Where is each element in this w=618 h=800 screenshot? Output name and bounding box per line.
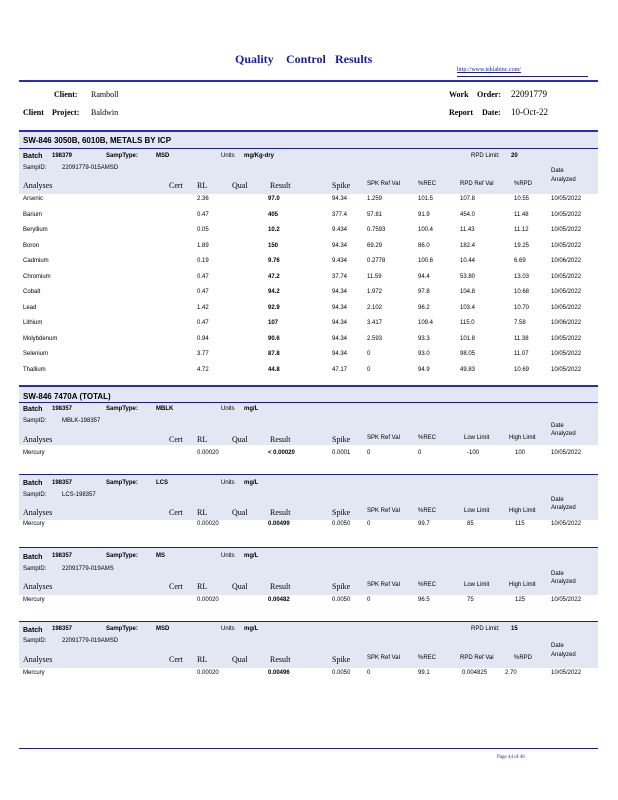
sampid-value: MBLK-198357 [62, 418, 101, 424]
batch-value: 198357 [52, 553, 73, 559]
units-value: mg/L [244, 626, 259, 632]
rpd-limit-value: 20 [511, 153, 518, 159]
date-label: Date [551, 571, 564, 577]
col-cert: Cert [169, 582, 183, 591]
col-rec: %REC [418, 435, 437, 441]
footer-rule [19, 748, 598, 749]
analyte: Mercury [23, 597, 45, 603]
col-result: Result [270, 181, 291, 190]
analyte: Thallium [23, 367, 46, 373]
spk-ref-val: 69.29 [367, 243, 383, 249]
col-qual: Qual [232, 655, 248, 664]
result: 92.9 [268, 305, 280, 311]
rl: 0.94 [197, 336, 209, 342]
batch-value: 198357 [52, 406, 73, 412]
spk-ref-val: 1.972 [367, 289, 383, 295]
spk-ref-val: 2.102 [367, 305, 383, 311]
analyte: Beryllium [23, 227, 48, 233]
analyzed-label: Analyzed [551, 177, 576, 183]
result: 0.00482 [268, 597, 290, 603]
spk-ref-val: 0 [367, 597, 371, 603]
rpd-ref-val: 98.05 [460, 351, 476, 357]
table-row [0, 336, 618, 348]
rpd: 2.70 [505, 670, 517, 676]
sampid-value: 22091779-019AMS [62, 566, 114, 572]
rpd-ref-val: 0.004825 [462, 670, 488, 676]
samptype-value: MS [156, 553, 165, 559]
rl: 4.72 [197, 367, 209, 373]
date-analyzed: 10/05/2022 [551, 336, 582, 342]
spike: 9.434 [332, 227, 348, 233]
rpd-ref-val: 53.80 [460, 274, 476, 280]
rec: 93.0 [418, 351, 430, 357]
spike: 94.34 [332, 243, 348, 249]
rec: 101.5 [418, 196, 434, 202]
samptype-label: SampType: [106, 626, 138, 632]
analyte: Mercury [23, 450, 45, 456]
rpd: 7.58 [514, 320, 526, 326]
col-spk-ref-val: SPK Ref Val [367, 582, 400, 588]
col-rpd-ref-val: RPD Ref Val [460, 181, 494, 187]
col-rl: RL [197, 435, 208, 444]
rl: 0.00020 [197, 597, 219, 603]
rl: 1.89 [197, 243, 209, 249]
table-row [0, 351, 618, 363]
date-analyzed: 10/05/2022 [551, 212, 582, 218]
rpd-ref-val: 115.0 [460, 320, 475, 326]
date-analyzed: 10/05/2022 [551, 274, 582, 280]
table-row [0, 450, 618, 462]
analyte: Lithium [23, 320, 43, 326]
rpd-ref-val: 107.8 [460, 196, 476, 202]
units-label: Units [221, 153, 235, 159]
spk-ref-val: 0 [367, 367, 371, 373]
units-value: mg/L [244, 406, 259, 412]
units-label: Units [221, 626, 235, 632]
analyte: Molybdenum [23, 336, 58, 342]
rl: 3.77 [197, 351, 209, 357]
result: 0.00496 [268, 670, 290, 676]
rec: 96.2 [418, 305, 430, 311]
date-analyzed: 10/06/2022 [551, 320, 582, 326]
spike: 94.34 [332, 196, 348, 202]
analyte: Barium [23, 212, 43, 218]
col-rec: %REC [418, 582, 437, 588]
report-date-value: 10-Oct-22 [511, 107, 548, 117]
col-spike: Spike [332, 181, 351, 190]
rpd-ref-val: 104.8 [460, 289, 476, 295]
spk-ref-val: 0 [367, 351, 371, 357]
col-spike: Spike [332, 508, 351, 517]
spk-ref-val: 3.417 [367, 320, 383, 326]
report-date-label-1: Report [449, 108, 473, 117]
samptype-value: LCS [156, 480, 168, 486]
analyte: Chromium [23, 274, 51, 280]
col-spike: Spike [332, 582, 351, 591]
table-row [0, 289, 618, 301]
col-high-limit: High Limit [509, 435, 536, 441]
rl: 0.00020 [197, 670, 219, 676]
result: 97.0 [268, 196, 280, 202]
rec: 0 [418, 450, 422, 456]
project-value: Baldwin [91, 108, 119, 117]
col-rpd: %RPD [514, 181, 533, 187]
rl: 0.47 [197, 212, 209, 218]
batch-label: Batch [23, 406, 43, 413]
batch-label: Batch [23, 554, 43, 561]
spk-ref-val: 0.2778 [367, 258, 386, 264]
col-qual: Qual [232, 582, 248, 591]
rec: 91.9 [418, 212, 430, 218]
date-analyzed: 10/05/2022 [551, 367, 582, 373]
date-analyzed: 10/05/2022 [551, 521, 582, 527]
high-limit: 115 [515, 521, 525, 527]
col-rl: RL [197, 181, 208, 190]
samptype-label: SampType: [106, 553, 138, 559]
result: 87.8 [268, 351, 280, 357]
website-link[interactable]: http://www.teklabinc.com/ [457, 67, 588, 77]
rl: 0.47 [197, 274, 209, 280]
section1-title: SW-846 3050B, 6010B, METALS BY ICP [23, 136, 172, 145]
spike: 37.74 [332, 274, 348, 280]
col-low-limit: Low Limit [464, 435, 490, 441]
rec: 86.0 [418, 243, 430, 249]
analyte: Arsenic [23, 196, 44, 202]
spike: 47.17 [332, 367, 348, 373]
section2-subrule [19, 402, 598, 403]
col-high-limit: High Limit [509, 508, 536, 514]
rpd: 11.12 [514, 227, 529, 233]
spike: 0.0001 [332, 450, 351, 456]
table-row [0, 597, 618, 609]
table-row [0, 367, 618, 379]
analyte: Lead [23, 305, 37, 311]
result: 90.6 [268, 336, 280, 342]
high-limit: 100 [515, 450, 526, 456]
date-label: Date [551, 643, 564, 649]
col-qual: Qual [232, 508, 248, 517]
col-spike: Spike [332, 655, 351, 664]
col-rl: RL [197, 582, 208, 591]
rec: 99.7 [418, 521, 430, 527]
date-analyzed: 10/05/2022 [551, 450, 582, 456]
samptype-label: SampType: [106, 406, 138, 412]
samptype-label: SampType: [106, 480, 138, 486]
title-quality: Quality [235, 52, 274, 66]
col-analyses: Analyses [23, 655, 53, 664]
analyte: Mercury [23, 670, 45, 676]
spk-ref-val: 1.259 [367, 196, 383, 202]
rpd: 10.69 [514, 367, 530, 373]
sampid-value: 22091779-019AMSD [62, 638, 119, 644]
spk-ref-val: 11.59 [367, 274, 382, 280]
rpd-ref-val: 10.44 [460, 258, 476, 264]
spike: 94.34 [332, 351, 348, 357]
sampid-label: SampID: [23, 165, 47, 171]
spike: 94.34 [332, 305, 348, 311]
units-value: mg/Kg-dry [244, 153, 274, 159]
date-label: Date [551, 423, 564, 429]
col-high-limit: High Limit [509, 582, 536, 588]
spike: 0.0050 [332, 670, 351, 676]
title-results: Results [335, 52, 373, 66]
rl: 0.05 [197, 227, 209, 233]
col-rec: %REC [418, 181, 437, 187]
spike: 0.0050 [332, 597, 351, 603]
rpd-limit-value: 15 [511, 626, 518, 632]
result: 107 [268, 320, 279, 326]
samptype-label: SampType: [106, 153, 138, 159]
analyte: Boron [23, 243, 40, 249]
table-row [0, 212, 618, 224]
col-rec: %REC [418, 655, 437, 661]
batch-value: 198357 [52, 626, 73, 632]
samptype-value: MSD [156, 626, 170, 632]
col-rl: RL [197, 508, 208, 517]
col-rpd-ref-val: RPD Ref Val [460, 655, 494, 661]
analyte: Selenium [23, 351, 49, 357]
table-row [0, 521, 618, 533]
rpd-limit-label: RPD Limit: [471, 626, 500, 632]
col-cert: Cert [169, 435, 183, 444]
rl: 0.19 [197, 258, 209, 264]
low-limit: 85 [467, 521, 474, 527]
analyte: Cobalt [23, 289, 41, 295]
rec: 97.8 [418, 289, 430, 295]
col-analyses: Analyses [23, 582, 53, 591]
section1-subrule [19, 148, 598, 149]
date-analyzed: 10/06/2022 [551, 258, 582, 264]
table-row [0, 320, 618, 332]
spk-ref-val: 0 [367, 670, 371, 676]
col-rl: RL [197, 655, 208, 664]
rec: 100.6 [418, 258, 434, 264]
sampid-label: SampID: [23, 492, 47, 498]
col-spk-ref-val: SPK Ref Val [367, 508, 400, 514]
col-analyses: Analyses [23, 181, 53, 190]
sampid-label: SampID: [23, 418, 47, 424]
table-row [0, 196, 618, 208]
rpd: 6.69 [514, 258, 526, 264]
col-low-limit: Low Limit [464, 508, 490, 514]
batch-value: 198357 [52, 480, 73, 486]
rl: 0.00020 [197, 450, 219, 456]
section2-title: SW-846 7470A (TOTAL) [23, 392, 111, 401]
table-row [0, 274, 618, 286]
date-label: Date [551, 497, 564, 503]
col-cert: Cert [169, 508, 183, 517]
result: 150 [268, 243, 279, 249]
low-limit: 75 [467, 597, 474, 603]
work-order-label-1: Work [449, 90, 469, 99]
rl: 0.00020 [197, 521, 219, 527]
units-label: Units [221, 406, 235, 412]
rec: 100.4 [418, 227, 434, 233]
rl: 2.36 [197, 196, 209, 202]
col-spk-ref-val: SPK Ref Val [367, 655, 400, 661]
rpd-ref-val: 182.4 [460, 243, 476, 249]
sampid-value: 22091779-015AMSD [62, 165, 119, 171]
table-row [0, 305, 618, 317]
result: 44.8 [268, 367, 280, 373]
samptype-value: MBLK [156, 406, 174, 412]
rec: 96.5 [418, 597, 430, 603]
rl: 0.47 [197, 320, 209, 326]
sampid-label: SampID: [23, 638, 47, 644]
title-control: Control [286, 52, 326, 66]
rl: 0.47 [197, 289, 209, 295]
result: 9.76 [268, 258, 280, 264]
spike: 9.434 [332, 258, 348, 264]
table-row [0, 243, 618, 255]
analyzed-label: Analyzed [551, 652, 576, 658]
rpd-ref-val: 49.83 [460, 367, 476, 373]
date-analyzed: 10/05/2022 [551, 243, 582, 249]
date-analyzed: 10/05/2022 [551, 227, 582, 233]
result: 0.00499 [268, 521, 290, 527]
units-label: Units [221, 553, 235, 559]
rpd: 10.55 [514, 196, 530, 202]
low-limit: -100 [467, 450, 480, 456]
rpd: 10.70 [514, 305, 530, 311]
col-result: Result [270, 508, 291, 517]
rec: 93.3 [418, 336, 430, 342]
rpd-ref-val: 11.43 [460, 227, 475, 233]
col-spk-ref-val: SPK Ref Val [367, 435, 400, 441]
batch-label: Batch [23, 627, 43, 634]
date-analyzed: 10/05/2022 [551, 289, 582, 295]
rpd: 10.68 [514, 289, 530, 295]
rpd-limit-label: RPD Limit: [471, 153, 500, 159]
date-analyzed: 10/05/2022 [551, 305, 582, 311]
client-project-label-1: Client [23, 108, 44, 117]
rec: 109.4 [418, 320, 434, 326]
rec: 94.9 [418, 367, 430, 373]
col-result: Result [270, 582, 291, 591]
spike: 94.34 [332, 336, 348, 342]
rpd-ref-val: 454.0 [460, 212, 476, 218]
spike: 94.34 [332, 320, 348, 326]
result: < 0.00020 [268, 450, 295, 456]
high-limit: 125 [515, 597, 526, 603]
table-row [0, 670, 618, 682]
col-low-limit: Low Limit [464, 582, 490, 588]
client-label: Client: [54, 90, 78, 99]
col-qual: Qual [232, 435, 248, 444]
col-rpd: %RPD [514, 655, 533, 661]
units-value: mg/L [244, 553, 259, 559]
spike: 0.0050 [332, 521, 351, 527]
col-qual: Qual [232, 181, 248, 190]
col-spk-ref-val: SPK Ref Val [367, 181, 400, 187]
spk-ref-val: 0 [367, 521, 371, 527]
client-value: Ramboll [91, 90, 119, 99]
analyzed-label: Analyzed [551, 431, 576, 437]
rl: 1.42 [197, 305, 209, 311]
spk-ref-val: 57.81 [367, 212, 383, 218]
result: 47.2 [268, 274, 280, 280]
analyzed-label: Analyzed [551, 579, 576, 585]
rec: 99.1 [418, 670, 430, 676]
date-analyzed: 10/05/2022 [551, 670, 582, 676]
rpd: 13.03 [514, 274, 530, 280]
header-rule [19, 80, 598, 82]
col-analyses: Analyses [23, 508, 53, 517]
page-number: Page 44 of 46 [497, 755, 525, 760]
spike: 377.4 [332, 212, 348, 218]
table-row [0, 227, 618, 239]
col-result: Result [270, 655, 291, 664]
batch-value: 198379 [52, 153, 73, 159]
rpd: 11.48 [514, 212, 529, 218]
client-project-label-2: Project: [52, 108, 80, 117]
rpd: 11.38 [514, 336, 529, 342]
work-order-label-2: Order: [477, 90, 501, 99]
spk-ref-val: 0.7593 [367, 227, 386, 233]
analyzed-label: Analyzed [551, 505, 576, 511]
rec: 94.4 [418, 274, 430, 280]
result: 10.2 [268, 227, 280, 233]
col-spike: Spike [332, 435, 351, 444]
date-analyzed: 10/05/2022 [551, 351, 582, 357]
units-value: mg/L [244, 480, 259, 486]
samptype-value: MSD [156, 153, 170, 159]
col-cert: Cert [169, 181, 183, 190]
date-analyzed: 10/05/2022 [551, 597, 582, 603]
spk-ref-val: 2.593 [367, 336, 383, 342]
rpd-ref-val: 101.8 [460, 336, 476, 342]
rpd-ref-val: 103.4 [460, 305, 476, 311]
spk-ref-val: 0 [367, 450, 371, 456]
batch-label: Batch [23, 153, 43, 160]
col-result: Result [270, 435, 291, 444]
table-row [0, 258, 618, 270]
rpd: 19.25 [514, 243, 530, 249]
result: 405 [268, 212, 279, 218]
rpd: 11.07 [514, 351, 529, 357]
analyte: Mercury [23, 521, 45, 527]
date-analyzed: 10/05/2022 [551, 196, 582, 202]
date-label: Date [551, 168, 564, 174]
spike: 94.34 [332, 289, 348, 295]
col-cert: Cert [169, 655, 183, 664]
work-order-value: 22091779 [511, 89, 547, 99]
units-label: Units [221, 480, 235, 486]
batch-label: Batch [23, 480, 43, 487]
result: 94.2 [268, 289, 280, 295]
report-date-label-2: Date: [482, 108, 501, 117]
sampid-value: LCS-198357 [62, 492, 96, 498]
col-analyses: Analyses [23, 435, 53, 444]
col-rec: %REC [418, 508, 437, 514]
analyte: Cadmium [23, 258, 49, 264]
sampid-label: SampID: [23, 566, 47, 572]
